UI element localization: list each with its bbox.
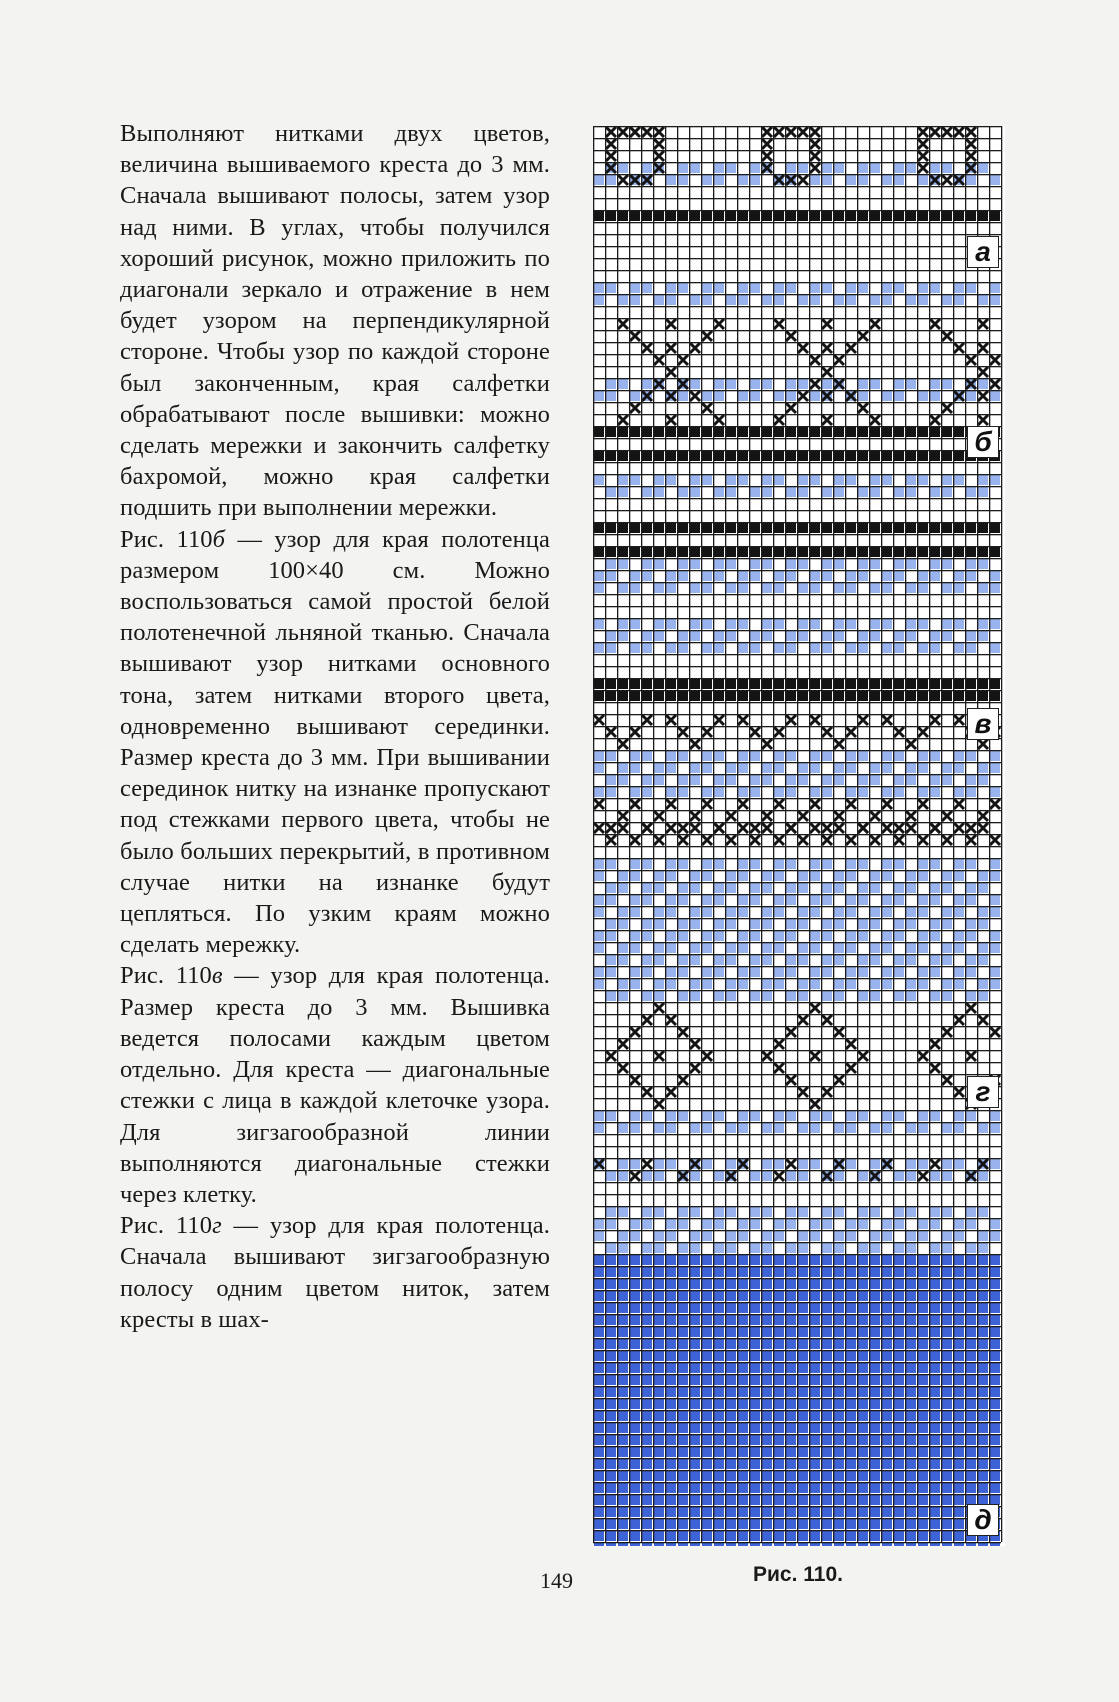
figure-ref: Рис. 110 — [120, 1212, 213, 1240]
paragraph-1-text: Выполняют нитками двух цветов, величина вышиваемого креста до 3 мм. Сначала вышивают полосы, затем узор над ними. В углах, чтобы получился хороший рисунок, можно приложить по диагонали зеркало и отражение в нем будет узором на перпендикулярной стороне. Чтобы узор по каждой стороне был законченным, края салфетки обрабатывают после вышивки: можно сделать мережки и закончить салфетку бахромой, можно края салфетки подшить при выполнении мережки. — [120, 120, 550, 522]
figure-caption: Рис. 110. — [753, 1563, 843, 1586]
panel-label-a: а — [967, 236, 999, 268]
paragraph-4-text: — узор для края полотенца. Сначала вышивают зигзагообразную полосу одним цветом ниток, затем кресты в шах- — [120, 1212, 550, 1333]
body-text — [120, 118, 550, 1335]
panel-label-g: г — [967, 1076, 999, 1108]
panel-label-v: в — [967, 708, 999, 740]
figure-ref-letter: г — [212, 1212, 222, 1240]
figure-ref: Рис. 110 — [120, 525, 213, 553]
figure-ref: Рис. 110 — [120, 962, 212, 990]
paragraph-3-text: — узор для края полотенца. Размер креста до 3 мм. Вышивка ведется полосами каждым цветом отдельно. Для креста — диагональные стежки с лица в каждой клеточке узора. Для зигзагообразной линии выполняются диагональные стежки через клетку. — [120, 962, 550, 1208]
cross-stitch-grid — [593, 126, 1005, 1546]
panel-label-d: д — [967, 1504, 999, 1536]
paragraph-3 — [120, 960, 550, 1210]
paragraph-2-text: — узор для края полотенца размером 100×40 см. Можно воспользоваться самой простой белой полотенечной льняной тканью. Сначала вышивают узор нитками основного тона, затем нитками второго цвета, одновременно вышивают серединки. Размер креста до 3 мм. При вышивании серединок нитку на изнанке пропускают под стежками первого цвета, чтобы не было больших перекрытий, в противном случае нитки на изнанке будут цепляться. По узким краям можно сделать мережку. — [120, 525, 550, 959]
page-number: 149 — [540, 1568, 573, 1593]
figure-ref-letter: в — [211, 962, 223, 990]
paragraph-4 — [120, 1210, 550, 1335]
figure-ref-letter: б — [212, 525, 226, 553]
paragraph-2 — [120, 524, 550, 961]
panel-label-b: б — [967, 426, 999, 458]
paragraph-1 — [120, 118, 550, 524]
embroidery-pattern-figure — [593, 126, 1005, 1546]
